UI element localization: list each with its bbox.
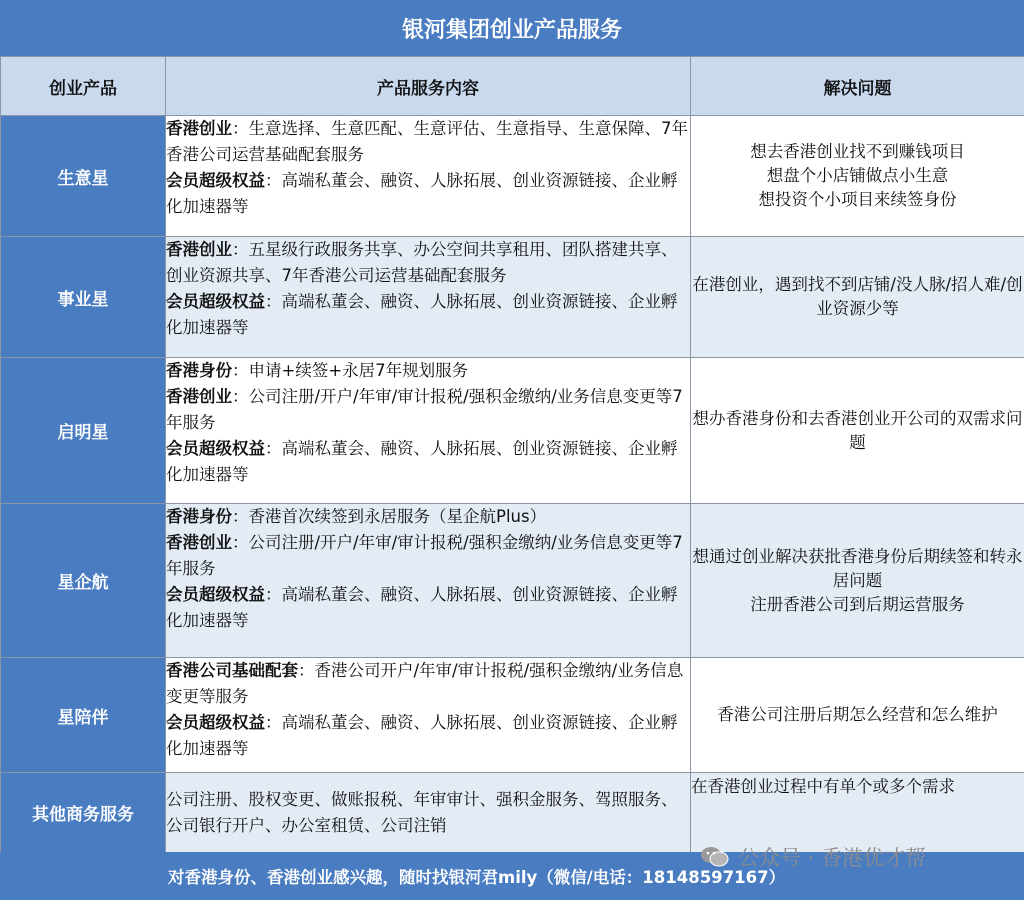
- service-content: [166, 773, 691, 853]
- content-label: 香港创业: [166, 387, 232, 406]
- problem-line: 香港公司注册后期怎么经营和怎么维护: [717, 705, 998, 724]
- watermark-text: 公众号 · 香港优才帮: [738, 846, 927, 870]
- problem-line: 想办香港身份和去香港创业开公司的双需求问题: [692, 408, 1023, 452]
- problem-line: 想去香港创业找不到赚钱项目: [750, 142, 965, 161]
- content-label: 香港公司基础配套: [166, 661, 298, 680]
- product-name: 启明星: [1, 358, 166, 504]
- content-text: ：公司注册/开户/年审/审计报税/强积金缴纳/业务信息变更等7年服务: [166, 533, 683, 578]
- content-text: ：香港首次续签到永居服务（星企航Plus）: [232, 507, 547, 526]
- content-text: ：高端私董会、融资、人脉拓展、创业资源链接、企业孵化加速器等: [166, 171, 678, 216]
- content-label: 香港身份: [166, 507, 232, 526]
- content-label: 会员超级权益: [166, 439, 265, 458]
- content-text: ：高端私董会、融资、人脉拓展、创业资源链接、企业孵化加速器等: [166, 292, 678, 337]
- problem-solved: [691, 504, 1024, 658]
- content-text: ：香港公司开户/年审/审计报税/强积金缴纳/业务信息变更等服务: [166, 661, 684, 706]
- product-name: 星企航: [1, 504, 166, 658]
- problem-line: 想通过创业解决获批香港身份后期续签和转永居问题: [692, 546, 1023, 590]
- product-name: 生意星: [1, 116, 166, 237]
- table-row: [1, 504, 1024, 658]
- content-text: ：生意选择、生意匹配、生意评估、生意指导、生意保障、7年香港公司运营基础配套服务: [166, 119, 688, 164]
- content-text: ：五星级行政服务共享、办公空间共享租用、团队搭建共享、创业资源共享、7年香港公司运营基础配套服务: [166, 240, 678, 285]
- wechat-icon: [700, 845, 730, 869]
- problem-line: 想盘个小店铺做点小生意: [766, 166, 949, 185]
- problem-line: 在香港创业过程中有单个或多个需求: [691, 777, 955, 796]
- table-row: [1, 358, 1024, 504]
- product-name: 其他商务服务: [1, 773, 166, 853]
- page-title: 银河集团创业产品服务: [0, 0, 1024, 57]
- service-content: [166, 658, 691, 773]
- problem-solved: [691, 773, 1024, 853]
- table-row: [1, 237, 1024, 358]
- header-product: 创业产品: [1, 57, 166, 116]
- content-text: ：高端私董会、融资、人脉拓展、创业资源链接、企业孵化加速器等: [166, 585, 678, 630]
- watermark: [700, 842, 926, 872]
- content-text: 公司注册、股权变更、做账报税、年审审计、强积金服务、驾照服务、公司银行开户、办公室租赁、公司注销: [166, 789, 678, 835]
- content-label: 会员超级权益: [166, 171, 265, 190]
- content-text: ：高端私董会、融资、人脉拓展、创业资源链接、企业孵化加速器等: [166, 713, 678, 758]
- content-text: ：公司注册/开户/年审/审计报税/强积金缴纳/业务信息变更等7年服务: [166, 387, 683, 432]
- problem-solved: [691, 237, 1024, 358]
- content-text: ：申请+续签+永居7年规划服务: [232, 361, 469, 380]
- table-row: [1, 773, 1024, 853]
- service-content: [166, 116, 691, 237]
- header-content: 产品服务内容: [166, 57, 691, 116]
- problem-solved: [691, 358, 1024, 504]
- problem-line: 想投资个小项目来续签身份: [758, 190, 957, 209]
- product-name: 星陪伴: [1, 658, 166, 773]
- problem-line: 注册香港公司到后期运营服务: [750, 594, 965, 614]
- services-table: [0, 56, 1024, 853]
- table-row: [1, 116, 1024, 237]
- content-label: 香港创业: [166, 240, 232, 259]
- content-label: 香港创业: [166, 533, 232, 552]
- service-content: [166, 504, 691, 658]
- content-label: 会员超级权益: [166, 585, 265, 604]
- content-text: ：高端私董会、融资、人脉拓展、创业资源链接、企业孵化加速器等: [166, 439, 678, 484]
- problem-solved: [691, 658, 1024, 773]
- service-content: [166, 237, 691, 358]
- content-label: 会员超级权益: [166, 713, 265, 732]
- table-header-row: [1, 57, 1024, 116]
- problem-solved: [691, 116, 1024, 237]
- header-problem: 解决问题: [691, 57, 1024, 116]
- product-name: 事业星: [1, 237, 166, 358]
- content-label: 香港身份: [166, 361, 232, 380]
- table-row: [1, 658, 1024, 773]
- content-label: 香港创业: [166, 119, 232, 138]
- service-content: [166, 358, 691, 504]
- problem-line: 在港创业，遇到找不到店铺/没人脉/招人难/创业资源少等: [692, 275, 1023, 318]
- content-label: 会员超级权益: [166, 292, 265, 311]
- contact-footer: 对香港身份、香港创业感兴趣，随时找银河君mily（微信/电话：18148597167）: [0, 852, 1024, 900]
